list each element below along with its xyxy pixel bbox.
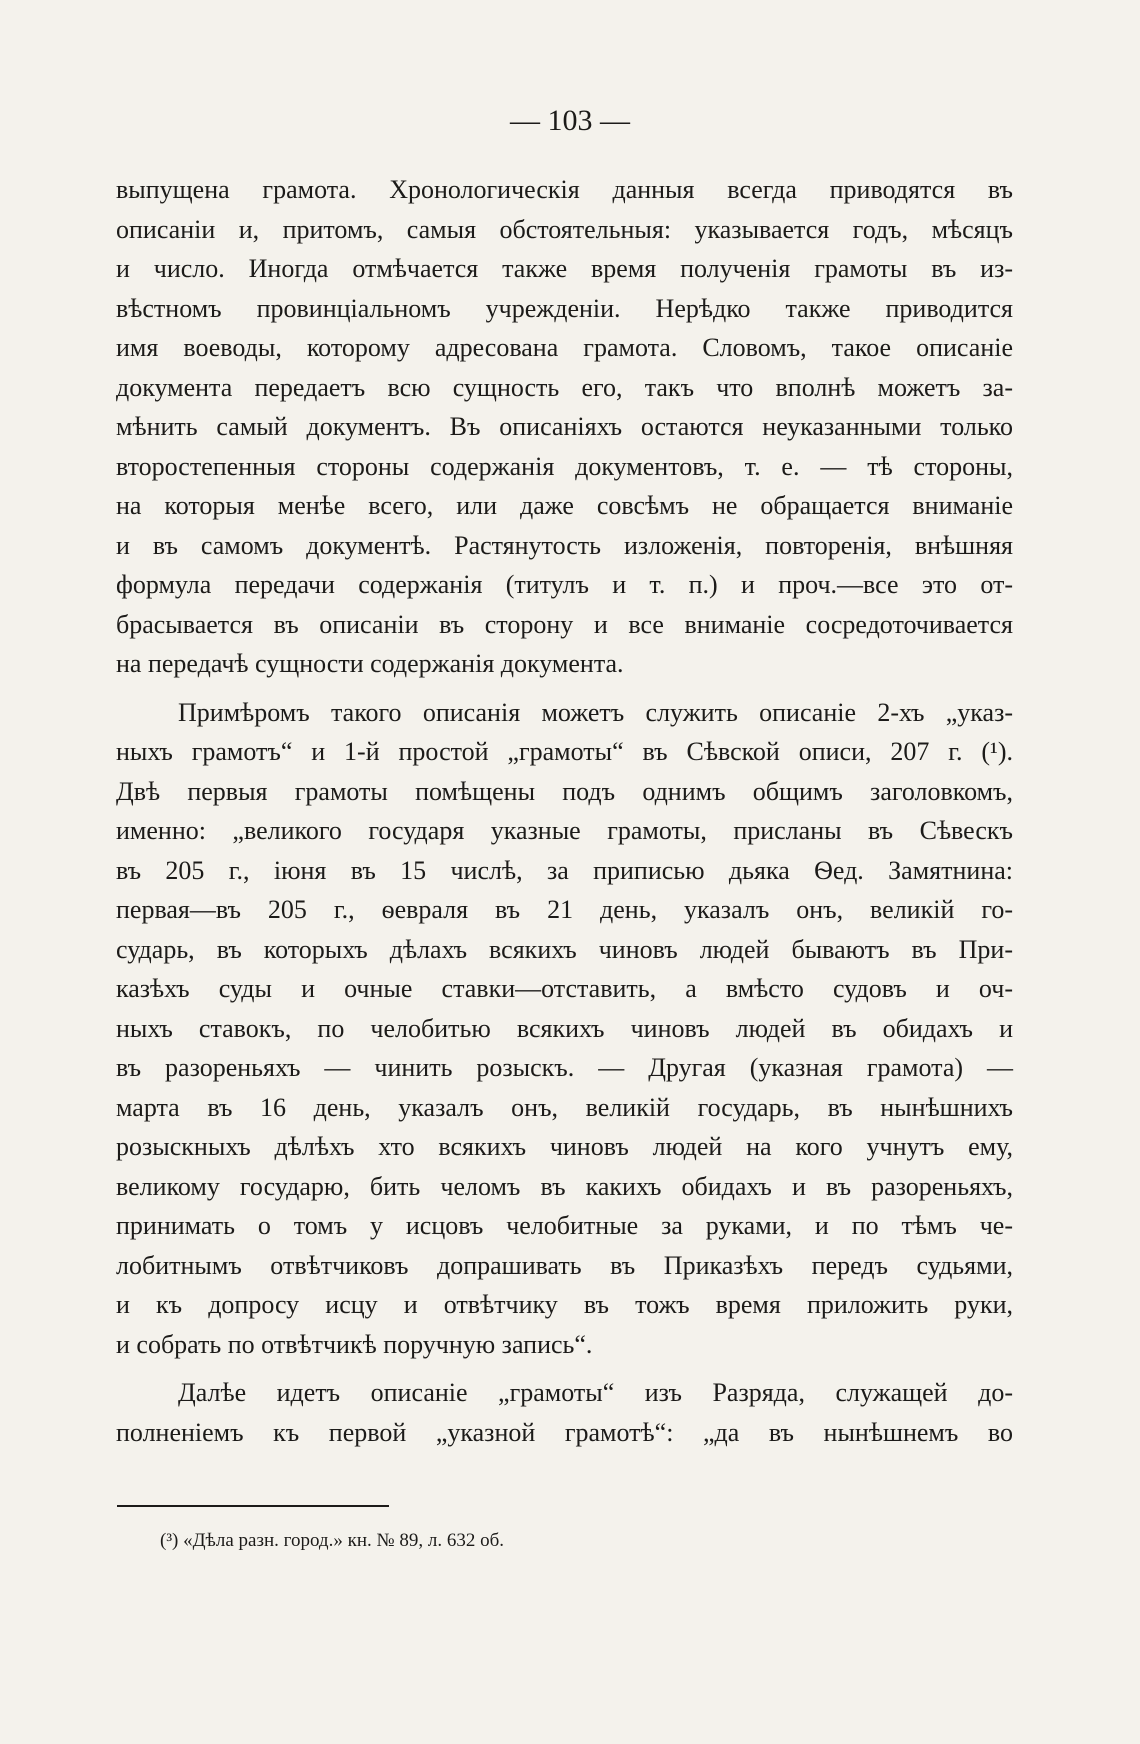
text-line: вѣстномъ провинціальномъ учрежденіи. Нерѣдко также приводится: [116, 293, 1013, 323]
text-line: на которыя менѣе всего, или даже совсѣмъ не обращается вниманіе: [116, 491, 1013, 520]
text-line: имя воеводы, которому адресована грамота. Словомъ, такое описаніе: [116, 333, 1013, 362]
text-line: на передачѣ сущности содержанія документа.: [116, 649, 624, 678]
text-line: марта въ 16 день, указалъ онъ, великій государь, въ нынѣшнихъ: [116, 1092, 1013, 1122]
main-text: [116, 170, 1013, 1452]
text-line: формула передачи содержанія (титулъ и т. п.) и проч.—все это от-: [116, 570, 1013, 599]
text-line: принимать о томъ у исцовъ челобитные за руками, и по тѣмъ че-: [116, 1211, 1013, 1240]
text-line: и въ самомъ документѣ. Растянутость изложенія, повторенія, внѣшняя: [116, 530, 1013, 560]
text-line: описаніи и, притомъ, самыя обстоятельныя: указывается годъ, мѣсяцъ: [116, 214, 1013, 244]
text-line: брасывается въ описаніи въ сторону и все вниманіе сосредоточивается: [116, 609, 1013, 639]
text-line: розыскныхъ дѣлѣхъ хто всякихъ чиновъ людей на кого учнутъ ему,: [116, 1132, 1013, 1161]
text-line: мѣнить самый документъ. Въ описаніяхъ остаются неуказанными только: [116, 412, 1013, 441]
text-line: именно: „великого государя указные грамоты, присланы въ Сѣвескъ: [116, 816, 1013, 845]
text-line: ныхъ ставокъ, по челобитью всякихъ чиновъ людей въ обидахъ и: [116, 1013, 1013, 1043]
footnote: (³) «Дѣла разн. город.» кн. № 89, л. 632 об.: [160, 1530, 505, 1551]
text-line: Примѣромъ такого описанія можетъ служить описаніе 2-хъ „указ-: [178, 697, 1013, 727]
text-line: и собрать по отвѣтчикѣ поручную запись“.: [116, 1329, 593, 1359]
text-line: Двѣ первыя грамоты помѣщены подъ однимъ общимъ заголовкомъ,: [116, 776, 1013, 806]
text-line: сударь, въ которыхъ дѣлахъ всякихъ чиновъ людей бываютъ въ При-: [116, 934, 1013, 964]
paragraph-1: [116, 170, 1013, 684]
text-line: выпущена грамота. Хронологическія данныя всегда приводятся въ: [116, 175, 1013, 204]
paragraph-3: [116, 1373, 1013, 1452]
text-line: Далѣе идетъ описаніе „грамоты“ изъ Разряда, служащей до-: [178, 1378, 1013, 1407]
text-line: великому государю, бить челомъ въ какихъ обидахъ и въ разореньяхъ,: [116, 1171, 1013, 1201]
text-line: и къ допросу исцу и отвѣтчику въ тожъ время приложить руки,: [116, 1290, 1013, 1319]
text-line: казѣхъ суды и очные ставки—отставить, а вмѣсто судовъ и оч-: [116, 974, 1013, 1003]
text-line: и число. Иногда отмѣчается также время полученія грамоты въ из-: [116, 254, 1013, 283]
text-line: документа передаетъ всю сущность его, такъ что вполнѣ можетъ за-: [116, 372, 1013, 402]
text-line: первая—въ 205 г., ѳевраля въ 21 день, указалъ онъ, великій го-: [116, 895, 1013, 924]
footnote-divider: [117, 1505, 389, 1507]
text-line: въ 205 г., іюня въ 15 числѣ, за приписью дьяка Ѳед. Замятнина:: [116, 855, 1013, 885]
text-line: ныхъ грамотъ“ и 1-й простой „грамоты“ въ Сѣвской описи, 207 г. (¹).: [116, 737, 1013, 766]
text-line: въ разореньяхъ — чинить розыскъ. — Другая (указная грамота) —: [116, 1053, 1013, 1082]
paragraph-2: [116, 693, 1013, 1365]
text-line: лобитнымъ отвѣтчиковъ допрашивать въ Приказѣхъ передъ судьями,: [116, 1250, 1013, 1280]
page-number: — 103 —: [510, 104, 630, 137]
text-line: полненіемъ къ первой „указной грамотѣ“: „да въ нынѣшнемъ во: [116, 1417, 1013, 1447]
text-line: второстепенныя стороны содержанія документовъ, т. е. — тѣ стороны,: [116, 451, 1013, 481]
